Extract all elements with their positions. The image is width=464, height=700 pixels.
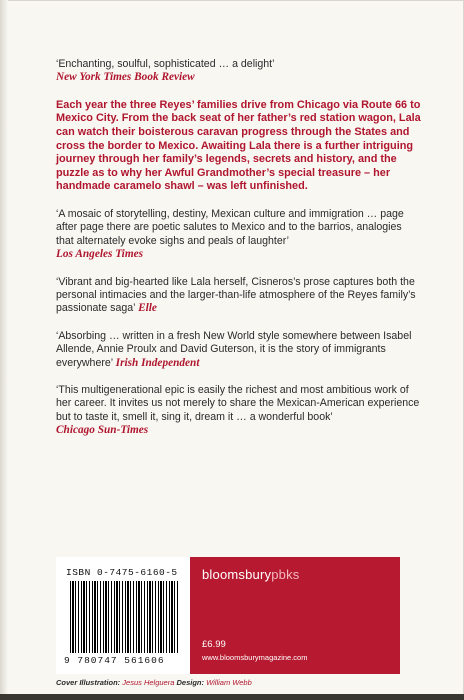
publisher-panel — [56, 557, 400, 674]
review-source: Irish Independent — [115, 356, 200, 369]
review-source: Elle — [138, 302, 157, 315]
review-quote: ‘A mosaic of storytelling, destiny, Mexican culture and immigration … page after page there are poetic salutes to Mexico and to the barrios, analogies that alternately evoke sighs and peals of laughter’ — [56, 207, 404, 247]
quote-block — [56, 276, 422, 316]
review-quote: ‘Enchanting, soulful, sophisticated … a delight’ — [56, 58, 275, 70]
cover-text — [56, 58, 422, 438]
price: £6.99 — [202, 639, 226, 650]
quote-block — [56, 208, 422, 262]
quote-block — [56, 384, 422, 438]
barcode-number: 9 780747 561606 — [64, 655, 165, 666]
barcode-bars — [70, 581, 178, 653]
review-source: New York Times Book Review — [56, 71, 195, 84]
quote-block — [56, 330, 422, 370]
publisher-website: www.bloomsburymagazine.com — [202, 653, 308, 662]
review-quote: ‘Absorbing … written in a fresh New World style somewhere between Isabel Allende, Annie Proulx and David Guterson, it is the story of immigrants everywhere’ — [56, 329, 412, 369]
review-quote: ‘This multigenerational epic is easily the richest and most ambitious work of her career. It invites us not merely to share the Mexican-American experience but to taste it, smell it, sing it, dream it … a wonderful book’ — [56, 384, 420, 423]
review-source: Chicago Sun-Times — [56, 424, 149, 437]
barcode — [56, 557, 190, 674]
designer-name: William Webb — [206, 678, 252, 687]
publisher-logo: bloomsburypbks — [202, 567, 300, 582]
quote-block — [56, 58, 422, 85]
review-source: Los Angeles Times — [56, 248, 144, 261]
synopsis: Each year the three Reyes’ families drive from Chicago via Route 66 to Mexico City. From the back seat of her father’s red station wagon, Lala can watch their boisterous caravan progress through the States and cross the border to Mexico. Awaiting Lala there is a further intriguing journey through her family’s legends, secrets and history, and the puzzle as to why her Awful Grandmother’s special treasure – her handmade caramelo shawl – was left unfinished. — [56, 98, 421, 193]
isbn-label: ISBN 0-7475-6160-5 — [66, 567, 178, 578]
review-quote: ‘Vibrant and big-hearted like Lala herself, Cisneros’s prose captures both the personal intimacies and the larger-than-life atmosphere of the Reyes family’s passionate saga’ — [56, 275, 416, 315]
spine-edge — [0, 0, 8, 700]
cover-credits: Cover Illustration: Jesus Helguera Design: William Webb — [56, 678, 252, 687]
illustrator-name: Jesus Helguera — [122, 678, 175, 687]
bottom-edge — [0, 694, 464, 700]
